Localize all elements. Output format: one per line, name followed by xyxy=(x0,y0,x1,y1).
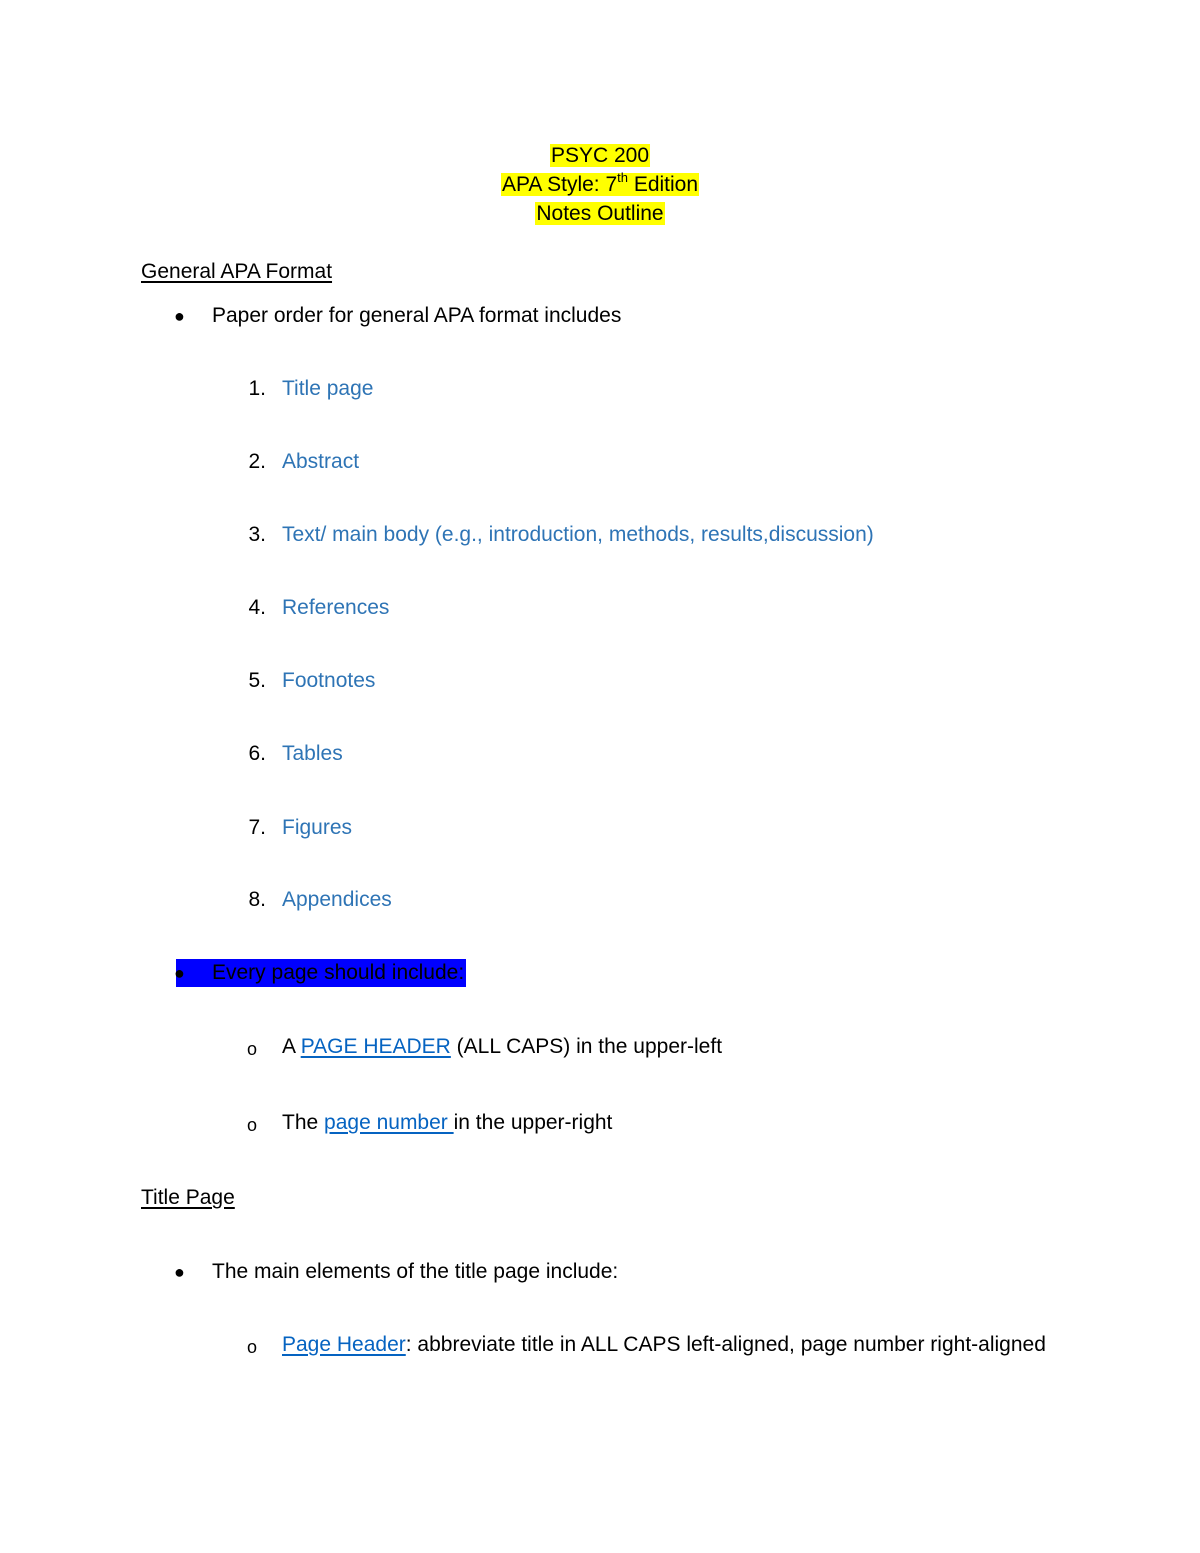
list-item: Appendices xyxy=(282,888,392,911)
list-number: 8. xyxy=(248,888,266,911)
list-number: 7. xyxy=(248,816,266,839)
every-page-bullet: Every page should include: xyxy=(212,961,465,984)
title-page-elements-bullet: The main elements of the title page include: xyxy=(212,1260,619,1283)
section-heading-general-format: General APA Format xyxy=(141,260,333,283)
page-number-subitem: The page number in the upper-right xyxy=(282,1111,613,1134)
list-item: Text/ main body (e.g., introduction, methods, results,discussion) xyxy=(282,523,874,546)
list-number: 4. xyxy=(248,596,266,619)
list-item: Footnotes xyxy=(282,669,376,692)
bullet-icon: ● xyxy=(174,306,185,326)
section-heading-title-page: Title Page xyxy=(141,1186,235,1209)
page-number-link[interactable]: page number xyxy=(324,1111,454,1134)
notes-outline-title: Notes Outline xyxy=(536,202,664,225)
page-header-subitem: A PAGE HEADER (ALL CAPS) in the upper-left xyxy=(282,1035,723,1058)
list-number: 1. xyxy=(248,377,266,400)
circle-bullet-icon: o xyxy=(247,1039,258,1059)
list-number: 2. xyxy=(248,450,266,473)
circle-bullet-icon: o xyxy=(247,1337,258,1357)
list-item: Abstract xyxy=(282,450,360,473)
bullet-icon: ● xyxy=(174,1262,185,1282)
circle-bullet-icon: o xyxy=(247,1115,258,1135)
list-number: 5. xyxy=(248,669,266,692)
paper-order-bullet: Paper order for general APA format includes xyxy=(212,304,622,327)
bullet-icon: ● xyxy=(174,963,185,983)
list-item: Tables xyxy=(282,742,343,765)
apa-style-subtitle: APA Style: 7th Edition xyxy=(501,170,699,196)
title-page-header-subitem: Page Header: abbreviate title in ALL CAPS left-aligned, page number right-aligned xyxy=(282,1333,1046,1356)
list-item: References xyxy=(282,596,390,619)
title-page-header-link[interactable]: Page Header xyxy=(282,1333,406,1356)
list-item: Title page xyxy=(282,377,374,400)
list-number: 6. xyxy=(248,742,266,765)
list-item: Figures xyxy=(282,816,353,839)
course-title: PSYC 200 xyxy=(550,144,650,167)
page-header-link[interactable]: PAGE HEADER xyxy=(300,1035,451,1058)
list-number: 3. xyxy=(248,523,266,546)
